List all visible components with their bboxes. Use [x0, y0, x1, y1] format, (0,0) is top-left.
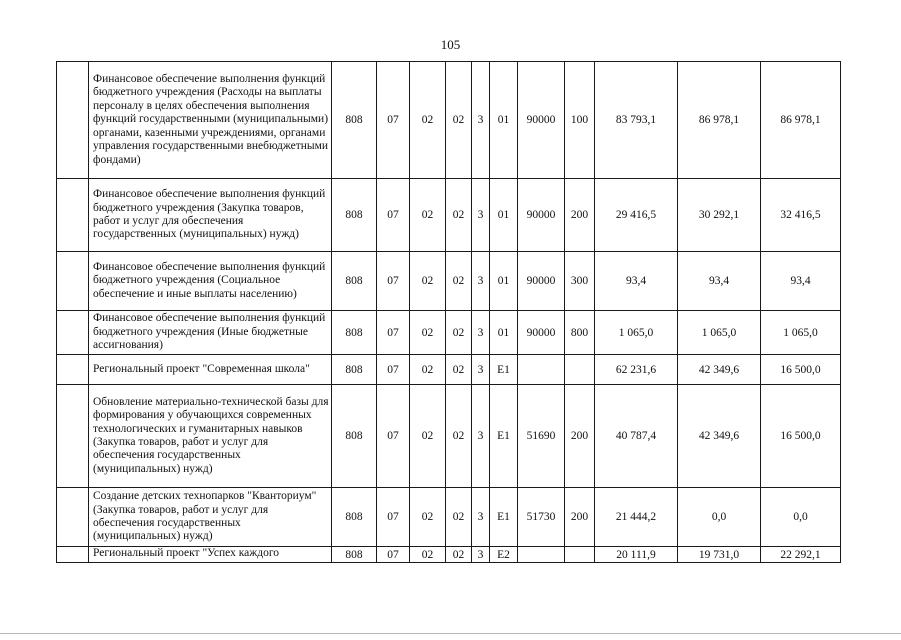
- direction-code-cell: 51730: [518, 488, 565, 547]
- subsection-code-cell: 02: [410, 179, 446, 252]
- amount-year-2-cell: 30 292,1: [678, 179, 761, 252]
- subsection-code-cell: 02: [410, 488, 446, 547]
- description-cell: Финансовое обеспечение выполнения функций бюджетного учреждения (Расходы на выплаты персоналу в целях обеспечения выполнения функций государственными (муниципальными) органами, казенными учреждениями, органами управления государственными внебюджетными фондами): [89, 62, 332, 179]
- subsection-code-cell: 02: [410, 311, 446, 355]
- amount-year-2-cell: 0,0: [678, 488, 761, 547]
- budget-table: [56, 61, 841, 563]
- expense-type-cell: [565, 355, 595, 385]
- amount-year-1-cell: 62 231,6: [595, 355, 678, 385]
- blank-cell: [57, 547, 89, 563]
- subprogram-code-cell: 3: [472, 488, 490, 547]
- amount-year-2-cell: 42 349,6: [678, 385, 761, 488]
- table-row: [57, 547, 841, 563]
- amount-year-1-cell: 1 065,0: [595, 311, 678, 355]
- page-number: 105: [440, 37, 461, 52]
- ministry-code-cell: 808: [332, 355, 377, 385]
- blank-cell: [57, 179, 89, 252]
- event-code-cell: E2: [490, 547, 518, 563]
- program-code-cell: 02: [446, 385, 472, 488]
- amount-year-3-cell: 16 500,0: [761, 385, 841, 488]
- blank-cell: [57, 311, 89, 355]
- amount-year-3-cell: 16 500,0: [761, 355, 841, 385]
- amount-year-1-cell: 29 416,5: [595, 179, 678, 252]
- direction-code-cell: [518, 355, 565, 385]
- amount-year-1-cell: 83 793,1: [595, 62, 678, 179]
- amount-year-1-cell: 20 111,9: [595, 547, 678, 563]
- subprogram-code-cell: 3: [472, 179, 490, 252]
- event-code-cell: 01: [490, 311, 518, 355]
- expense-type-cell: [565, 547, 595, 563]
- section-code-cell: 07: [377, 355, 410, 385]
- program-code-cell: 02: [446, 547, 472, 563]
- subsection-code-cell: 02: [410, 252, 446, 311]
- blank-cell: [57, 488, 89, 547]
- amount-year-2-cell: 93,4: [678, 252, 761, 311]
- subsection-code-cell: 02: [410, 355, 446, 385]
- program-code-cell: 02: [446, 179, 472, 252]
- amount-year-3-cell: 93,4: [761, 252, 841, 311]
- section-code-cell: 07: [377, 488, 410, 547]
- program-code-cell: 02: [446, 488, 472, 547]
- subprogram-code-cell: 3: [472, 62, 490, 179]
- scan-edge-line: [0, 633, 901, 634]
- amount-year-3-cell: 22 292,1: [761, 547, 841, 563]
- ministry-code-cell: 808: [332, 385, 377, 488]
- amount-year-2-cell: 86 978,1: [678, 62, 761, 179]
- section-code-cell: 07: [377, 385, 410, 488]
- blank-cell: [57, 252, 89, 311]
- amount-year-1-cell: 21 444,2: [595, 488, 678, 547]
- program-code-cell: 02: [446, 62, 472, 179]
- direction-code-cell: [518, 547, 565, 563]
- section-code-cell: 07: [377, 547, 410, 563]
- blank-cell: [57, 385, 89, 488]
- amount-year-3-cell: 1 065,0: [761, 311, 841, 355]
- event-code-cell: 01: [490, 62, 518, 179]
- ministry-code-cell: 808: [332, 62, 377, 179]
- description-cell: Финансовое обеспечение выполнения функций бюджетного учреждения (Социальное обеспечение и иные выплаты населению): [89, 252, 332, 311]
- event-code-cell: E1: [490, 355, 518, 385]
- subsection-code-cell: 02: [410, 62, 446, 179]
- table-row: [57, 488, 841, 547]
- amount-year-1-cell: 40 787,4: [595, 385, 678, 488]
- expense-type-cell: 100: [565, 62, 595, 179]
- table-row: [57, 355, 841, 385]
- amount-year-2-cell: 19 731,0: [678, 547, 761, 563]
- ministry-code-cell: 808: [332, 179, 377, 252]
- expense-type-cell: 800: [565, 311, 595, 355]
- description-cell: Обновление материально-технической базы для формирования у обучающихся современных технологических и гуманитарных навыков (Закупка товаров, работ и услуг для обеспечения государственных (муниципальных) нужд): [89, 385, 332, 488]
- description-cell: Финансовое обеспечение выполнения функций бюджетного учреждения (Закупка товаров, работ и услуг для обеспечения государственных (муниципальных) нужд): [89, 179, 332, 252]
- ministry-code-cell: 808: [332, 547, 377, 563]
- table-row: [57, 179, 841, 252]
- subprogram-code-cell: 3: [472, 385, 490, 488]
- expense-type-cell: 200: [565, 488, 595, 547]
- direction-code-cell: 51690: [518, 385, 565, 488]
- expense-type-cell: 200: [565, 385, 595, 488]
- section-code-cell: 07: [377, 252, 410, 311]
- amount-year-3-cell: 0,0: [761, 488, 841, 547]
- direction-code-cell: 90000: [518, 311, 565, 355]
- program-code-cell: 02: [446, 311, 472, 355]
- amount-year-2-cell: 42 349,6: [678, 355, 761, 385]
- table-row: [57, 385, 841, 488]
- expense-type-cell: 300: [565, 252, 595, 311]
- ministry-code-cell: 808: [332, 252, 377, 311]
- blank-cell: [57, 62, 89, 179]
- ministry-code-cell: 808: [332, 488, 377, 547]
- table-row: [57, 311, 841, 355]
- expense-type-cell: 200: [565, 179, 595, 252]
- amount-year-3-cell: 86 978,1: [761, 62, 841, 179]
- event-code-cell: 01: [490, 179, 518, 252]
- section-code-cell: 07: [377, 62, 410, 179]
- subsection-code-cell: 02: [410, 385, 446, 488]
- amount-year-3-cell: 32 416,5: [761, 179, 841, 252]
- table-row: [57, 62, 841, 179]
- description-cell: Региональный проект "Успех каждого: [89, 547, 332, 563]
- description-cell: Создание детских технопарков "Кванториум" (Закупка товаров, работ и услуг для обеспечения государственных (муниципальных) нужд): [89, 488, 332, 547]
- section-code-cell: 07: [377, 179, 410, 252]
- subprogram-code-cell: 3: [472, 355, 490, 385]
- description-cell: Региональный проект "Современная школа": [89, 355, 332, 385]
- subprogram-code-cell: 3: [472, 252, 490, 311]
- direction-code-cell: 90000: [518, 252, 565, 311]
- amount-year-2-cell: 1 065,0: [678, 311, 761, 355]
- direction-code-cell: 90000: [518, 62, 565, 179]
- event-code-cell: 01: [490, 252, 518, 311]
- description-cell: Финансовое обеспечение выполнения функций бюджетного учреждения (Иные бюджетные ассигнования): [89, 311, 332, 355]
- direction-code-cell: 90000: [518, 179, 565, 252]
- subprogram-code-cell: 3: [472, 311, 490, 355]
- ministry-code-cell: 808: [332, 311, 377, 355]
- blank-cell: [57, 355, 89, 385]
- program-code-cell: 02: [446, 252, 472, 311]
- amount-year-1-cell: 93,4: [595, 252, 678, 311]
- section-code-cell: 07: [377, 311, 410, 355]
- subsection-code-cell: 02: [410, 547, 446, 563]
- event-code-cell: E1: [490, 385, 518, 488]
- event-code-cell: E1: [490, 488, 518, 547]
- program-code-cell: 02: [446, 355, 472, 385]
- table-row: [57, 252, 841, 311]
- subprogram-code-cell: 3: [472, 547, 490, 563]
